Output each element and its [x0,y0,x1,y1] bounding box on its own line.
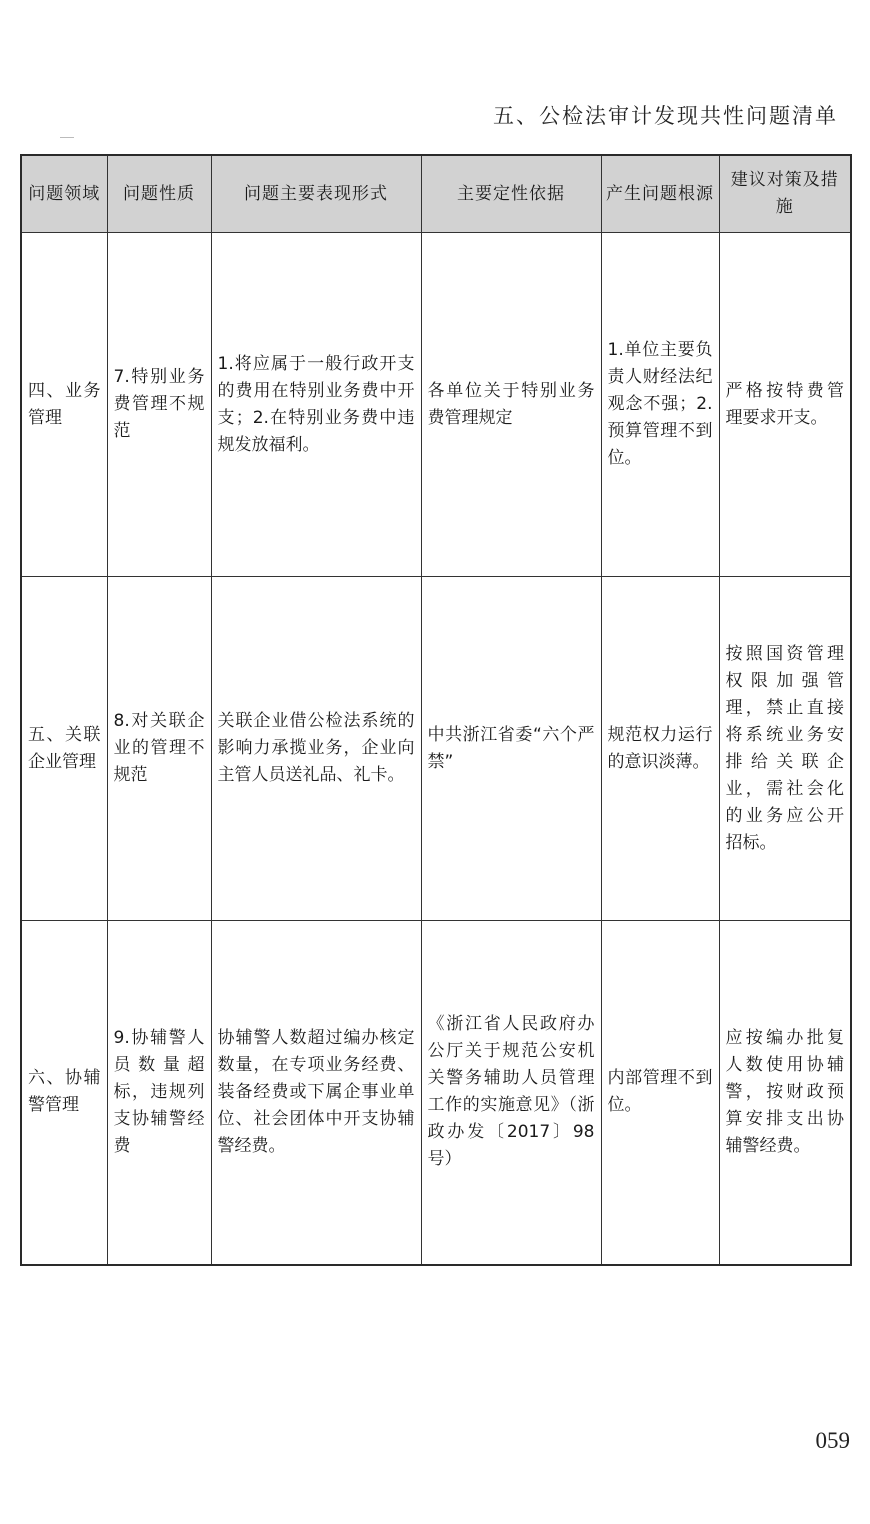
cell-suggestion: 应按编办批复人数使用协辅警，按财政预算安排支出协辅警经费。 [719,921,851,1265]
cell-root-cause: 内部管理不到位。 [601,921,719,1265]
cell-domain: 六、协辅警管理 [21,921,107,1265]
table-row [21,233,851,577]
column-header-basis: 主要定性依据 [421,155,601,233]
cell-nature: 7.特别业务费管理不规范 [107,233,211,577]
column-header-manifestation: 问题主要表现形式 [211,155,421,233]
cell-suggestion: 严格按特费管理要求开支。 [719,233,851,577]
cell-domain: 五、关联企业管理 [21,577,107,921]
table-header-row [21,155,851,233]
cell-manifestation: 协辅警人数超过编办核定数量，在专项业务经费、装备经费或下属企事业单位、社会团体中开支协辅警经费。 [211,921,421,1265]
column-header-domain: 问题领域 [21,155,107,233]
cell-domain: 四、业务管理 [21,233,107,577]
column-header-root-cause: 产生问题根源 [601,155,719,233]
cell-basis: 中共浙江省委“六个严禁” [421,577,601,921]
margin-mark [60,137,74,138]
running-title: 五、公检法审计发现共性问题清单 [493,104,838,128]
table-row [21,577,851,921]
cell-manifestation: 关联企业借公检法系统的影响力承揽业务，企业向主管人员送礼品、礼卡。 [211,577,421,921]
page-number: 059 [815,1428,850,1453]
column-header-suggestion: 建议对策及措施 [719,155,851,233]
cell-basis: 《浙江省人民政府办公厅关于规范公安机关警务辅助人员管理工作的实施意见》（浙政办发〔2017〕98号） [421,921,601,1265]
table-row [21,921,851,1265]
cell-manifestation: 1.将应属于一般行政开支的费用在特别业务费中开支；2.在特别业务费中违规发放福利。 [211,233,421,577]
cell-nature: 8.对关联企业的管理不规范 [107,577,211,921]
cell-root-cause: 1.单位主要负责人财经法纪观念不强；2.预算管理不到位。 [601,233,719,577]
cell-suggestion: 按照国资管理权限加强管理，禁止直接将系统业务安排给关联企业，需社会化的业务应公开招标。 [719,577,851,921]
cell-root-cause: 规范权力运行的意识淡薄。 [601,577,719,921]
column-header-nature: 问题性质 [107,155,211,233]
issues-table [20,154,852,1266]
cell-nature: 9.协辅警人员数量超标，违规列支协辅警经费 [107,921,211,1265]
cell-basis: 各单位关于特别业务费管理规定 [421,233,601,577]
